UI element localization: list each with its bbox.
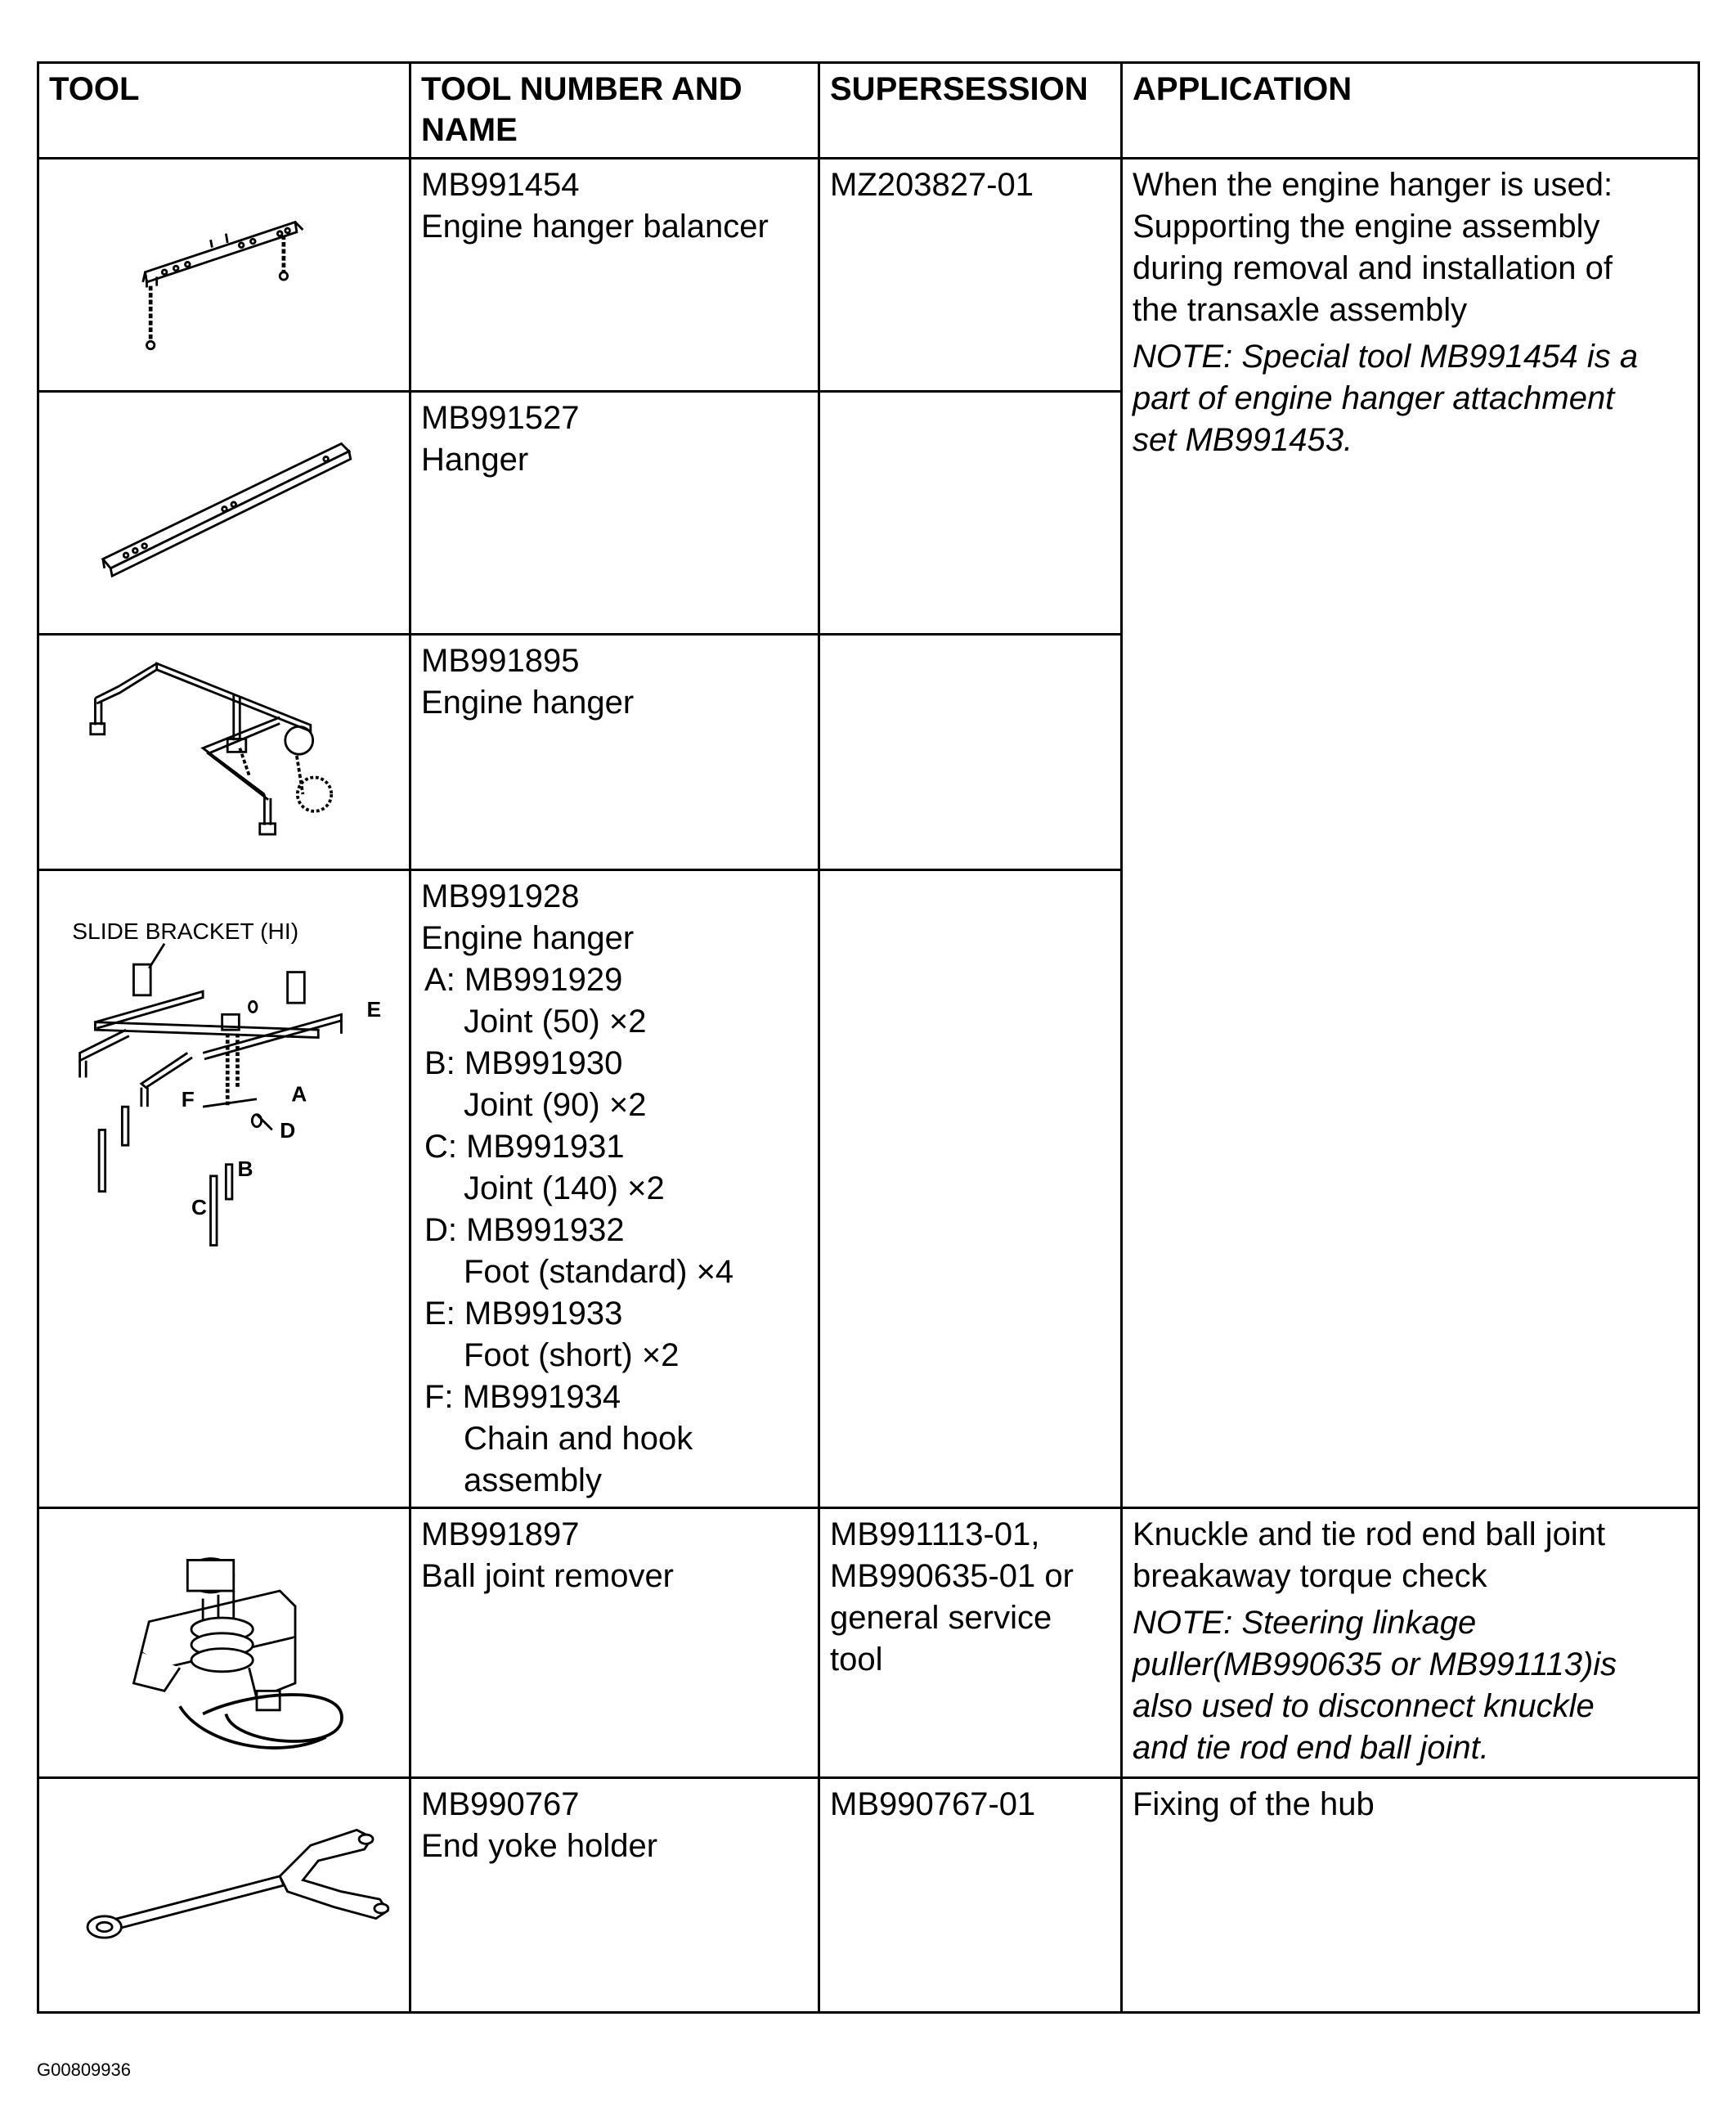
supersession-cell <box>819 870 1122 1508</box>
application-line: during removal and installation of <box>1133 250 1613 286</box>
application-line: the transaxle assembly <box>1133 292 1468 328</box>
supersession-value: MB991113-01, <box>830 1516 1040 1552</box>
application-cell-shared <box>1122 159 1699 1508</box>
part-desc: Joint (90) ×2 <box>464 1087 647 1123</box>
header-tool: TOOL <box>38 63 410 159</box>
tool-number-name-cell <box>410 159 819 392</box>
tool-name: Engine hanger <box>421 920 635 956</box>
application-cell <box>1122 1508 1699 1778</box>
tool-name: End yoke holder <box>421 1828 658 1864</box>
part-code: A: MB991929 <box>424 962 623 998</box>
part-code: C: MB991931 <box>424 1129 625 1165</box>
supersession-cell <box>819 635 1122 870</box>
figure-letter-d: D <box>280 1117 296 1143</box>
tool-name: Ball joint remover <box>421 1558 675 1594</box>
application-line: Fixing of the hub <box>1133 1786 1375 1822</box>
supersession-cell <box>819 392 1122 635</box>
part-code: F: MB991934 <box>424 1379 621 1415</box>
part-desc: assembly <box>464 1462 602 1498</box>
supersession-cell <box>819 1778 1122 2013</box>
engine-hanger-kit-icon <box>38 870 410 1508</box>
table-row <box>38 1778 1699 2013</box>
tool-number: MB991527 <box>421 400 580 436</box>
engine-hanger-icon <box>38 635 410 870</box>
ball-joint-remover-icon <box>38 1508 410 1778</box>
application-note <box>1133 1602 1688 1769</box>
header-supersession: SUPERSESSION <box>819 63 1122 159</box>
application-line: breakaway torque check <box>1133 1558 1487 1594</box>
figure-id: G00809936 <box>37 2059 131 2080</box>
header-application: APPLICATION <box>1122 63 1699 159</box>
tool-number-name-cell <box>410 392 819 635</box>
slide-bracket-label: SLIDE BRACKET (HI) <box>72 918 299 945</box>
part-desc: Joint (140) ×2 <box>464 1170 665 1206</box>
note-line: part of engine hanger attachment <box>1133 380 1615 416</box>
tool-number: MB991895 <box>421 643 580 679</box>
part-desc: Joint (50) ×2 <box>464 1004 647 1040</box>
header-tool-number-and-name: TOOL NUMBER AND NAME <box>410 63 819 159</box>
table-row <box>38 159 1699 392</box>
application-line: When the engine hanger is used: <box>1133 167 1613 203</box>
part-code: D: MB991932 <box>424 1212 625 1248</box>
engine-hanger-balancer-icon <box>38 159 410 392</box>
tool-number-name-cell <box>410 1778 819 2013</box>
part-code: B: MB991930 <box>424 1045 623 1081</box>
figure-letter-a: A <box>291 1081 307 1107</box>
figure-letter-f: F <box>181 1087 195 1112</box>
tool-number: MB990767 <box>421 1786 580 1822</box>
note-line: NOTE: Special tool MB991454 is a <box>1133 339 1639 375</box>
note-line: and tie rod end ball joint. <box>1133 1730 1489 1766</box>
application-line: Knuckle and tie rod end ball joint <box>1133 1516 1606 1552</box>
supersession-value: tool <box>830 1642 883 1678</box>
tool-number-name-cell <box>410 635 819 870</box>
tool-number-name-cell <box>410 870 819 1508</box>
application-line: Supporting the engine assembly <box>1133 209 1600 245</box>
tool-name: Hanger <box>421 442 529 478</box>
figure-letter-c: C <box>191 1194 208 1219</box>
tool-number-name-cell <box>410 1508 819 1778</box>
figure-letter-b: B <box>237 1156 253 1181</box>
special-tools-table <box>37 61 1700 2014</box>
note-line: also used to disconnect knuckle <box>1133 1688 1595 1724</box>
supersession-cell <box>819 1508 1122 1778</box>
table-header-row <box>38 63 1699 159</box>
tool-name: Engine hanger <box>421 685 635 721</box>
note-line: NOTE: Steering linkage <box>1133 1605 1477 1641</box>
note-line: set MB991453. <box>1133 422 1353 458</box>
tool-number: MB991928 <box>421 878 580 914</box>
supersession-cell <box>819 159 1122 392</box>
part-desc: Chain and hook <box>464 1421 693 1457</box>
supersession-value: general service <box>830 1600 1052 1636</box>
supersession-value: MZ203827-01 <box>830 167 1034 203</box>
tool-number: MB991897 <box>421 1516 580 1552</box>
part-desc: Foot (short) ×2 <box>464 1337 680 1373</box>
note-line: puller(MB990635 or MB991113)is <box>1133 1646 1617 1682</box>
tool-name: Engine hanger balancer <box>421 209 769 245</box>
part-code: E: MB991933 <box>424 1296 623 1332</box>
figure-letter-e: E <box>366 997 382 1022</box>
application-cell <box>1122 1778 1699 2013</box>
tool-number: MB991454 <box>421 167 580 203</box>
part-desc: Foot (standard) ×4 <box>464 1254 734 1290</box>
end-yoke-holder-icon <box>38 1778 410 2013</box>
table-row <box>38 1508 1699 1778</box>
supersession-value: MB990635-01 or <box>830 1558 1074 1594</box>
hanger-bar-icon <box>38 392 410 635</box>
supersession-value: MB990767-01 <box>830 1786 1036 1822</box>
application-note <box>1133 336 1688 461</box>
